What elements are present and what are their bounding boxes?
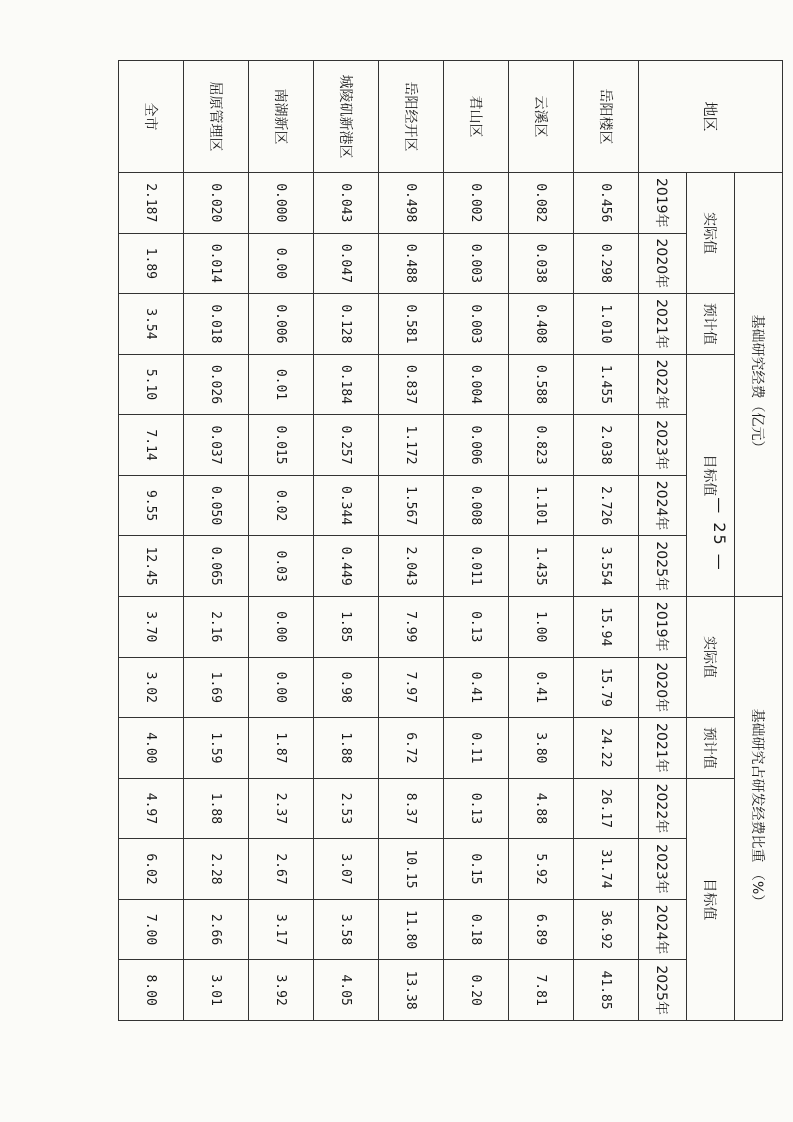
ratio-value-cell: 2.53: [314, 778, 379, 839]
fund-value-cell: 7.14: [119, 415, 184, 476]
fund-value-cell: 0.456: [574, 173, 639, 234]
ratio-value-cell: 6.72: [379, 718, 444, 779]
ratio-value-cell: 4.05: [314, 960, 379, 1021]
table-row: [509, 61, 574, 1021]
fund-value-cell: 0.837: [379, 354, 444, 415]
ratio-year-header: 2021年: [639, 718, 687, 779]
fund-value-cell: 0.014: [184, 233, 249, 294]
ratio-value-cell: 24.22: [574, 718, 639, 779]
rotated-table-container: [118, 60, 783, 1020]
fund-value-cell: 0.581: [379, 294, 444, 355]
ratio-value-cell: 36.92: [574, 899, 639, 960]
ratio-value-cell: 1.88: [314, 718, 379, 779]
ratio-year-header: 2019年: [639, 596, 687, 657]
ratio-value-cell: 7.81: [509, 960, 574, 1021]
fund-value-cell: 0.02: [249, 475, 314, 536]
fund-value-cell: 0.043: [314, 173, 379, 234]
fund-value-cell: 0.408: [509, 294, 574, 355]
region-cell: 城陵矶新港区: [314, 61, 379, 173]
ratio-value-cell: 3.17: [249, 899, 314, 960]
table-row: [119, 61, 184, 1021]
ratio-value-cell: 0.13: [444, 778, 509, 839]
region-cell: 云溪区: [509, 61, 574, 173]
ratio-value-cell: 3.07: [314, 839, 379, 900]
ratio-value-cell: 4.88: [509, 778, 574, 839]
fund-value-cell: 2.726: [574, 475, 639, 536]
fund-value-cell: 0.823: [509, 415, 574, 476]
fund-value-cell: 0.03: [249, 536, 314, 597]
fund-year-header: 2025年: [639, 536, 687, 597]
page-number: — 25 —: [709, 497, 729, 572]
ratio-actual-header: 实际值: [687, 596, 735, 717]
ratio-value-cell: 10.15: [379, 839, 444, 900]
fund-year-header: 2020年: [639, 233, 687, 294]
fund-target-header: 目标值: [687, 354, 735, 596]
table-row: [249, 61, 314, 1021]
fund-value-cell: 0.004: [444, 354, 509, 415]
ratio-value-cell: 2.16: [184, 596, 249, 657]
fund-value-cell: 1.567: [379, 475, 444, 536]
fund-value-cell: 2.043: [379, 536, 444, 597]
fund-value-cell: 5.10: [119, 354, 184, 415]
fund-year-header: 2023年: [639, 415, 687, 476]
fund-value-cell: 0.128: [314, 294, 379, 355]
ratio-value-cell: 7.00: [119, 899, 184, 960]
region-cell: 岳阳楼区: [574, 61, 639, 173]
fund-value-cell: 0.000: [249, 173, 314, 234]
table-body: [119, 61, 639, 1021]
fund-value-cell: 0.008: [444, 475, 509, 536]
fund-value-cell: 2.187: [119, 173, 184, 234]
fund-value-cell: 1.455: [574, 354, 639, 415]
ratio-value-cell: 1.88: [184, 778, 249, 839]
fund-actual-header: 实际值: [687, 173, 735, 294]
fund-value-cell: 0.011: [444, 536, 509, 597]
fund-value-cell: 1.435: [509, 536, 574, 597]
ratio-estimate-header: 预计值: [687, 718, 735, 779]
ratio-value-cell: 2.66: [184, 899, 249, 960]
region-cell: 岳阳经开区: [379, 61, 444, 173]
fund-value-cell: 0.050: [184, 475, 249, 536]
ratio-value-cell: 0.98: [314, 657, 379, 718]
fund-value-cell: 0.015: [249, 415, 314, 476]
fund-value-cell: 0.184: [314, 354, 379, 415]
fund-value-cell: 0.065: [184, 536, 249, 597]
fund-value-cell: 3.554: [574, 536, 639, 597]
ratio-value-cell: 1.59: [184, 718, 249, 779]
fund-value-cell: 3.54: [119, 294, 184, 355]
ratio-value-cell: 7.97: [379, 657, 444, 718]
fund-value-cell: 0.449: [314, 536, 379, 597]
ratio-value-cell: 1.85: [314, 596, 379, 657]
ratio-target-header: 目标值: [687, 778, 735, 1020]
fund-value-cell: 0.01: [249, 354, 314, 415]
fund-year-header: 2022年: [639, 354, 687, 415]
fund-value-cell: 0.00: [249, 233, 314, 294]
ratio-value-cell: 3.58: [314, 899, 379, 960]
year-header-row: [639, 61, 687, 1021]
fund-value-cell: 1.101: [509, 475, 574, 536]
fund-value-cell: 0.588: [509, 354, 574, 415]
ratio-value-cell: 3.70: [119, 596, 184, 657]
fund-value-cell: 0.498: [379, 173, 444, 234]
fund-value-cell: 0.082: [509, 173, 574, 234]
fund-value-cell: 1.010: [574, 294, 639, 355]
table-row: [184, 61, 249, 1021]
ratio-year-header: 2022年: [639, 778, 687, 839]
fund-year-header: 2019年: [639, 173, 687, 234]
fund-group-header: 基础研究经费（亿元）: [735, 173, 783, 597]
ratio-value-cell: 8.00: [119, 960, 184, 1021]
ratio-value-cell: 13.38: [379, 960, 444, 1021]
fund-value-cell: 1.89: [119, 233, 184, 294]
ratio-value-cell: 0.00: [249, 596, 314, 657]
table-row: [379, 61, 444, 1021]
ratio-value-cell: 1.69: [184, 657, 249, 718]
region-cell: 全市: [119, 61, 184, 173]
fund-value-cell: 12.45: [119, 536, 184, 597]
fund-value-cell: 0.006: [249, 294, 314, 355]
fund-value-cell: 0.298: [574, 233, 639, 294]
ratio-value-cell: 11.80: [379, 899, 444, 960]
fund-value-cell: 0.002: [444, 173, 509, 234]
ratio-value-cell: 0.20: [444, 960, 509, 1021]
fund-value-cell: 0.037: [184, 415, 249, 476]
fund-value-cell: 2.038: [574, 415, 639, 476]
ratio-value-cell: 1.00: [509, 596, 574, 657]
ratio-year-header: 2024年: [639, 899, 687, 960]
ratio-value-cell: 6.02: [119, 839, 184, 900]
fund-value-cell: 0.038: [509, 233, 574, 294]
ratio-value-cell: 26.17: [574, 778, 639, 839]
ratio-value-cell: 0.15: [444, 839, 509, 900]
ratio-value-cell: 0.00: [249, 657, 314, 718]
fund-value-cell: 0.257: [314, 415, 379, 476]
ratio-value-cell: 2.67: [249, 839, 314, 900]
ratio-year-header: 2020年: [639, 657, 687, 718]
fund-estimate-header: 预计值: [687, 294, 735, 355]
ratio-value-cell: 41.85: [574, 960, 639, 1021]
fund-value-cell: 9.55: [119, 475, 184, 536]
ratio-value-cell: 2.37: [249, 778, 314, 839]
ratio-value-cell: 3.02: [119, 657, 184, 718]
table-row: [314, 61, 379, 1021]
ratio-value-cell: 15.79: [574, 657, 639, 718]
ratio-value-cell: 0.18: [444, 899, 509, 960]
fund-year-header: 2021年: [639, 294, 687, 355]
table-row: [444, 61, 509, 1021]
ratio-value-cell: 4.97: [119, 778, 184, 839]
ratio-value-cell: 0.41: [509, 657, 574, 718]
ratio-value-cell: 6.89: [509, 899, 574, 960]
fund-year-header: 2024年: [639, 475, 687, 536]
research-funding-table: [118, 60, 783, 1021]
ratio-value-cell: 31.74: [574, 839, 639, 900]
ratio-group-header: 基础研究占研发经费比重 （%）: [735, 596, 783, 1020]
ratio-value-cell: 5.92: [509, 839, 574, 900]
region-cell: 君山区: [444, 61, 509, 173]
ratio-value-cell: 8.37: [379, 778, 444, 839]
ratio-value-cell: 4.00: [119, 718, 184, 779]
fund-value-cell: 1.172: [379, 415, 444, 476]
fund-value-cell: 0.344: [314, 475, 379, 536]
ratio-value-cell: 3.80: [509, 718, 574, 779]
region-cell: 南湖新区: [249, 61, 314, 173]
ratio-value-cell: 0.13: [444, 596, 509, 657]
ratio-value-cell: 3.92: [249, 960, 314, 1021]
ratio-year-header: 2023年: [639, 839, 687, 900]
ratio-value-cell: 0.11: [444, 718, 509, 779]
region-header: 地区: [639, 61, 783, 173]
ratio-year-header: 2025年: [639, 960, 687, 1021]
ratio-value-cell: 1.87: [249, 718, 314, 779]
fund-value-cell: 0.488: [379, 233, 444, 294]
ratio-value-cell: 15.94: [574, 596, 639, 657]
table-row: [574, 61, 639, 1021]
fund-value-cell: 0.018: [184, 294, 249, 355]
ratio-value-cell: 7.99: [379, 596, 444, 657]
ratio-value-cell: 2.28: [184, 839, 249, 900]
fund-value-cell: 0.006: [444, 415, 509, 476]
ratio-value-cell: 3.01: [184, 960, 249, 1021]
ratio-value-cell: 0.41: [444, 657, 509, 718]
fund-value-cell: 0.020: [184, 173, 249, 234]
fund-value-cell: 0.047: [314, 233, 379, 294]
fund-value-cell: 0.003: [444, 233, 509, 294]
region-cell: 屈原管理区: [184, 61, 249, 173]
fund-value-cell: 0.003: [444, 294, 509, 355]
fund-value-cell: 0.026: [184, 354, 249, 415]
